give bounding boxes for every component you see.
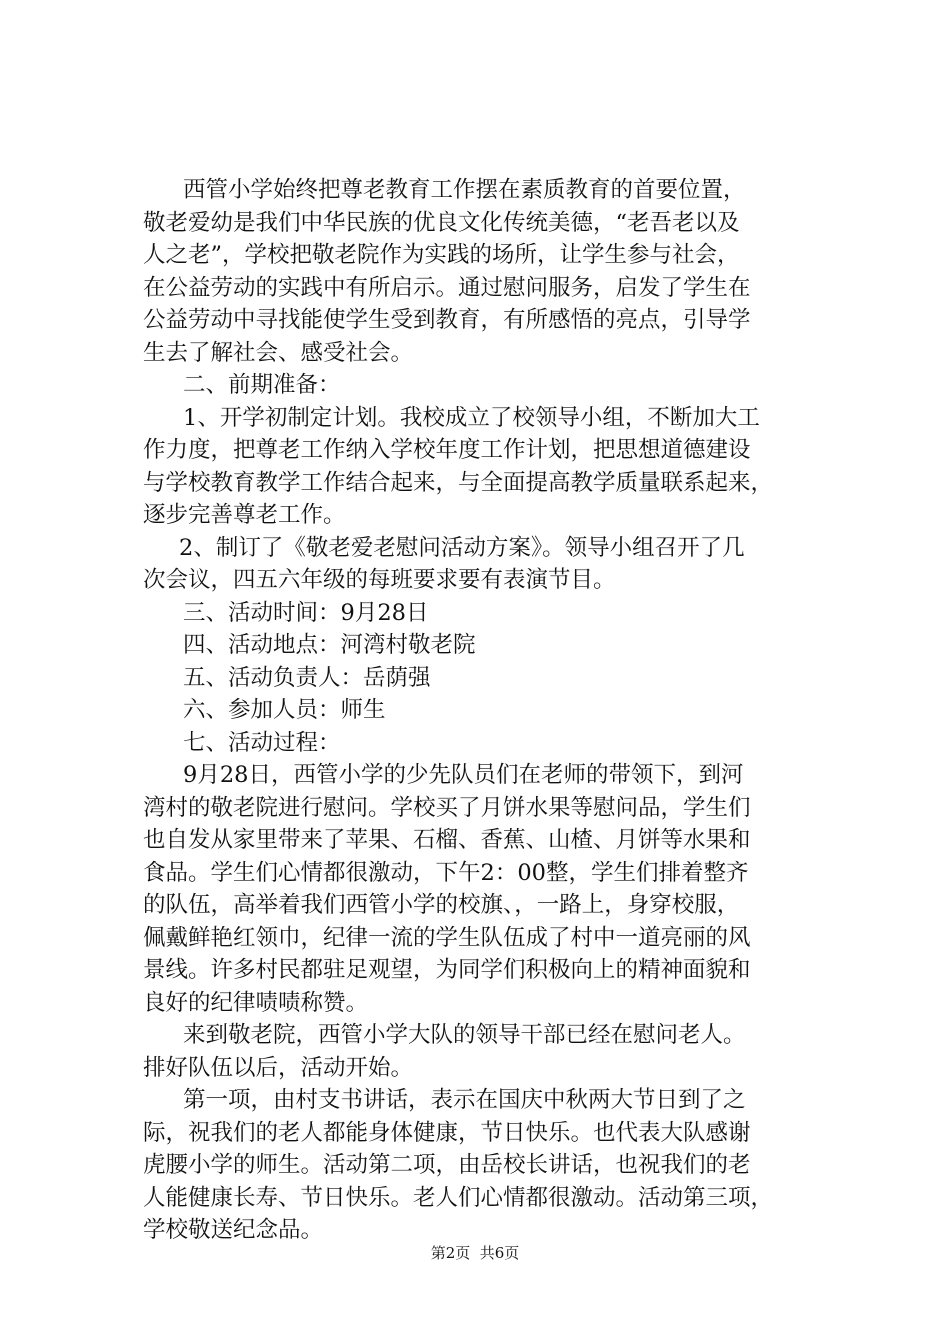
text-line: 二、前期准备： [183, 372, 341, 398]
text-line: 也自发从家里带来了苹果、石榴、香蕉、山楂、月饼等水果和 [143, 827, 751, 853]
text-line: 西管小学始终把尊老教育工作摆在素质教育的首要位置， [183, 177, 746, 203]
text-line: 人之老”，学校把敬老院作为实践的场所，让学生参与社会， [143, 242, 740, 268]
text-line: 排好队伍以后，活动开始。 [143, 1054, 414, 1081]
text-line: 敬老爱幼是我们中华民族的优良文化传统美德，“老吾老以及 [143, 209, 740, 236]
document-body [143, 174, 815, 1247]
text-line: 七、活动过程： [183, 729, 341, 756]
text-line: 次会议，四五六年级的每班要求要有表演节目。 [143, 567, 616, 593]
text-line: 1、开学初制定计划。我校成立了校领导小组，不断加大工 [183, 404, 760, 431]
text-line: 逐步完善尊老工作。 [143, 502, 346, 528]
text-line: 佩戴鲜艳红领巾，纪律一流的学生队伍成了村中一道亮丽的风 [143, 924, 751, 951]
text-line: 作力度，把尊老工作纳入学校年度工作计划，把思想道德建设 [143, 437, 751, 463]
text-line: 人能健康长寿、节日快乐。老人们心情都很激动。活动第三项， [143, 1184, 774, 1211]
text-line: 景线。许多村民都驻足观望，为同学们积极向上的精神面貌和 [143, 957, 751, 983]
text-line: 公益劳动中寻找能使学生受到教育，有所感悟的亮点，引导学 [143, 307, 751, 333]
text-line: 四、活动地点：河湾村敬老院 [183, 632, 476, 658]
text-line: 际，祝我们的老人都能身体健康，节日快乐。也代表大队感谢 [143, 1119, 751, 1146]
text-line: 来到敬老院，西管小学大队的领导干部已经在慰问老人。 [183, 1022, 746, 1048]
text-line: 2、制订了《敬老爱老慰问活动方案》。领导小组召开了几 [179, 534, 745, 561]
text-line: 与学校教育教学工作结合起来，与全面提高教学质量联系起来， [143, 469, 774, 496]
text-line: 五、活动负责人：岳荫强 [183, 664, 431, 691]
text-line: 学校敬送纪念品。 [143, 1217, 324, 1243]
text-line: 9月28日，西管小学的少先队员们在老师的带领下，到河 [183, 762, 744, 788]
text-line: 的队伍，高举着我们西管小学的校旗、，一路上，身穿校服， [143, 892, 740, 918]
text-line: 第一项，由村支书讲话，表示在国庆中秋两大节日到了之 [183, 1087, 746, 1113]
text-line: 良好的纪律啧啧称赞。 [143, 989, 369, 1016]
text-line: 在公益劳动的实践中有所启示。通过慰问服务，启发了学生在 [143, 274, 751, 301]
text-line: 虎腰小学的师生。活动第二项，由岳校长讲话，也祝我们的老 [143, 1152, 751, 1178]
text-line: 生去了解社会、感受社会。 [143, 339, 414, 366]
page-footer: 第2页 共6页 [430, 1244, 520, 1262]
text-line: 食品。学生们心情都很激动，下午2：00整，学生们排着整齐 [143, 859, 749, 886]
text-line: 六、参加人员：师生 [183, 697, 386, 723]
text-line: 三、活动时间：9月28日 [183, 599, 429, 626]
text-line: 湾村的敬老院进行慰问。学校买了月饼水果等慰问品，学生们 [143, 794, 751, 821]
